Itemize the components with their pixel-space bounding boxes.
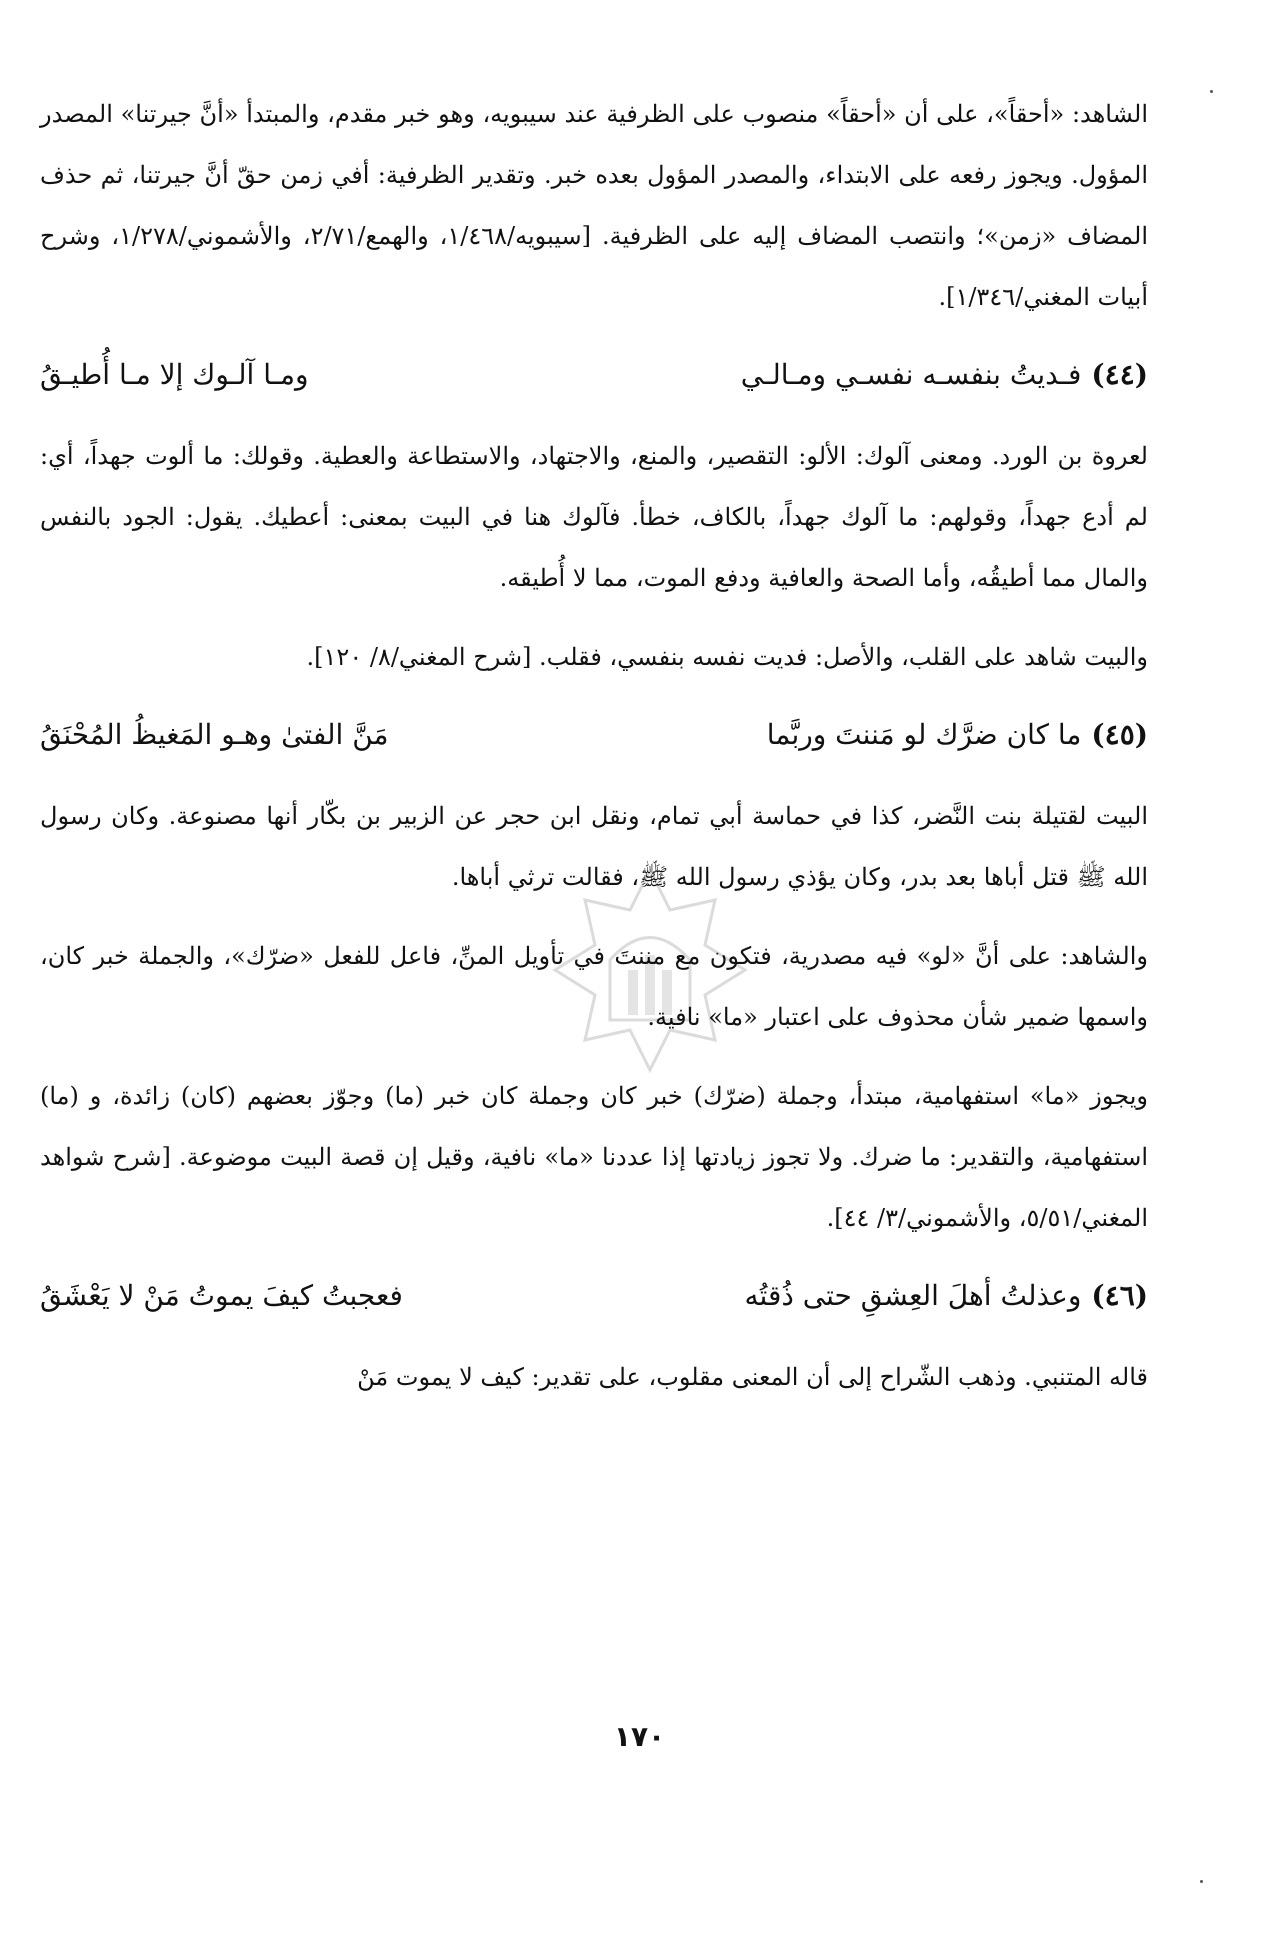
scan-speck (1210, 90, 1213, 93)
scan-speck (1200, 1880, 1203, 1883)
paragraph-grammar-45: ويجوز «ما» استفهامية، مبتدأ، وجملة (ضرّك) خبر كان وجملة كان خبر (ما) وجوّز بعضهم (كان) زائدة، و (ما) استفهامية، والتقدير: ما ضرك. ولا تجوز زيادتها إذا عددنا «ما» نافية، وقيل إن قصة البيت موضوعة. [شرح شواهد المغني/٥/٥١، والأشموني/٣/ ٤٤]. (40, 1082, 1149, 1232)
verse-45 (40, 706, 1148, 764)
verse-first-hemistich: وعذلتُ أهلَ العِشقِ حتى ذُقتُه (744, 1279, 1082, 1312)
verse-number: (٤٦) (1091, 1279, 1148, 1312)
paragraph-commentary-46: قاله المتنبي. وذهب الشّراح إلى أن المعنى مقلوب، على تقدير: كيف لا يموت مَنْ (357, 1363, 1148, 1391)
page-number: ١٧٠ (613, 1720, 666, 1753)
paragraph-commentary-44: لعروة بن الورد. ومعنى آلوك: الألو: التقصير، والمنع، والاجتهاد، والاستطاعة والعطية. وقولك: ما ألوت جهداً، أي: لم أدع جهداً، وقولهم: ما آلوك جهداً، بالكاف، خطأ. فآلوك هنا في البيت بمعنى: أعطيك. يقول: الجود بالنفس والمال مما أطيقُه، وأما الصحة والعافية ودفع الموت، مما لا أُطيقه. (40, 442, 1148, 592)
verse-second-hemistich: ومـا آلـوك إلا مـا أُطيـقُ (40, 358, 309, 391)
verse-46 (40, 1267, 1148, 1325)
paragraph-shahid-45: والشاهد: على أنَّ «لو» فيه مصدرية، فتكون مع مننتَ في تأويل المنِّ، فاعل للفعل «ضرّك»، والجملة خبر كان، واسمها ضمير شأن محذوف على اعتبار «ما» نافية. (40, 942, 1148, 1031)
paragraph-commentary-45: البيت لقتيلة بنت النَّضر، كذا في حماسة أبي تمام، ونقل ابن حجر عن الزبير بن بكّار أنها مصنوعة. وكان رسول الله ﷺ قتل أباها بعد بدر، وكان يؤذي رسول الله ﷺ، فقالت ترثي أباها. (40, 802, 1148, 891)
paragraph-shahid-ahaqqan: الشاهد: «أحقاً»، على أن «أحقاً» منصوب على الظرفية عند سيبويه، وهو خبر مقدم، والمبتدأ «أنَّ جيرتنا» المصدر المؤول. ويجوز رفعه على الابتداء، والمصدر المؤول بعده خبر. وتقدير الظرفية: أفي زمن حقّ أنَّ جيرتنا، ثم حذف المضاف «زمن»؛ وانتصب المضاف إليه على الظرفية. [سيبويه/١/٤٦٨، والهمع/٢/٧١، والأشموني/١/٢٧٨، وشرح أبيات المغني/١/٣٤٦]. (40, 100, 1149, 311)
verse-number: (٤٥) (1091, 718, 1148, 751)
verse-44 (40, 346, 1148, 404)
verse-number: (٤٤) (1091, 358, 1148, 391)
verse-first-hemistich: ما كان ضرَّك لو مَننتَ وربَّما (766, 718, 1082, 751)
page-body (40, 84, 1148, 1426)
paragraph-shahid-44: والبيت شاهد على القلب، والأصل: فديت نفسه بنفسي، فقلب. [شرح المغني/٨/ ١٢٠]. (306, 643, 1148, 671)
verse-second-hemistich: مَنَّ الفتىٰ وهـو المَغيظُ المُحْنَقُ (40, 718, 389, 751)
verse-second-hemistich: فعجبتُ كيفَ يموتُ مَنْ لا يَعْشَقُ (40, 1279, 403, 1312)
verse-first-hemistich: فـديتُ بنفسـه نفسـي ومـالـي (740, 358, 1082, 391)
